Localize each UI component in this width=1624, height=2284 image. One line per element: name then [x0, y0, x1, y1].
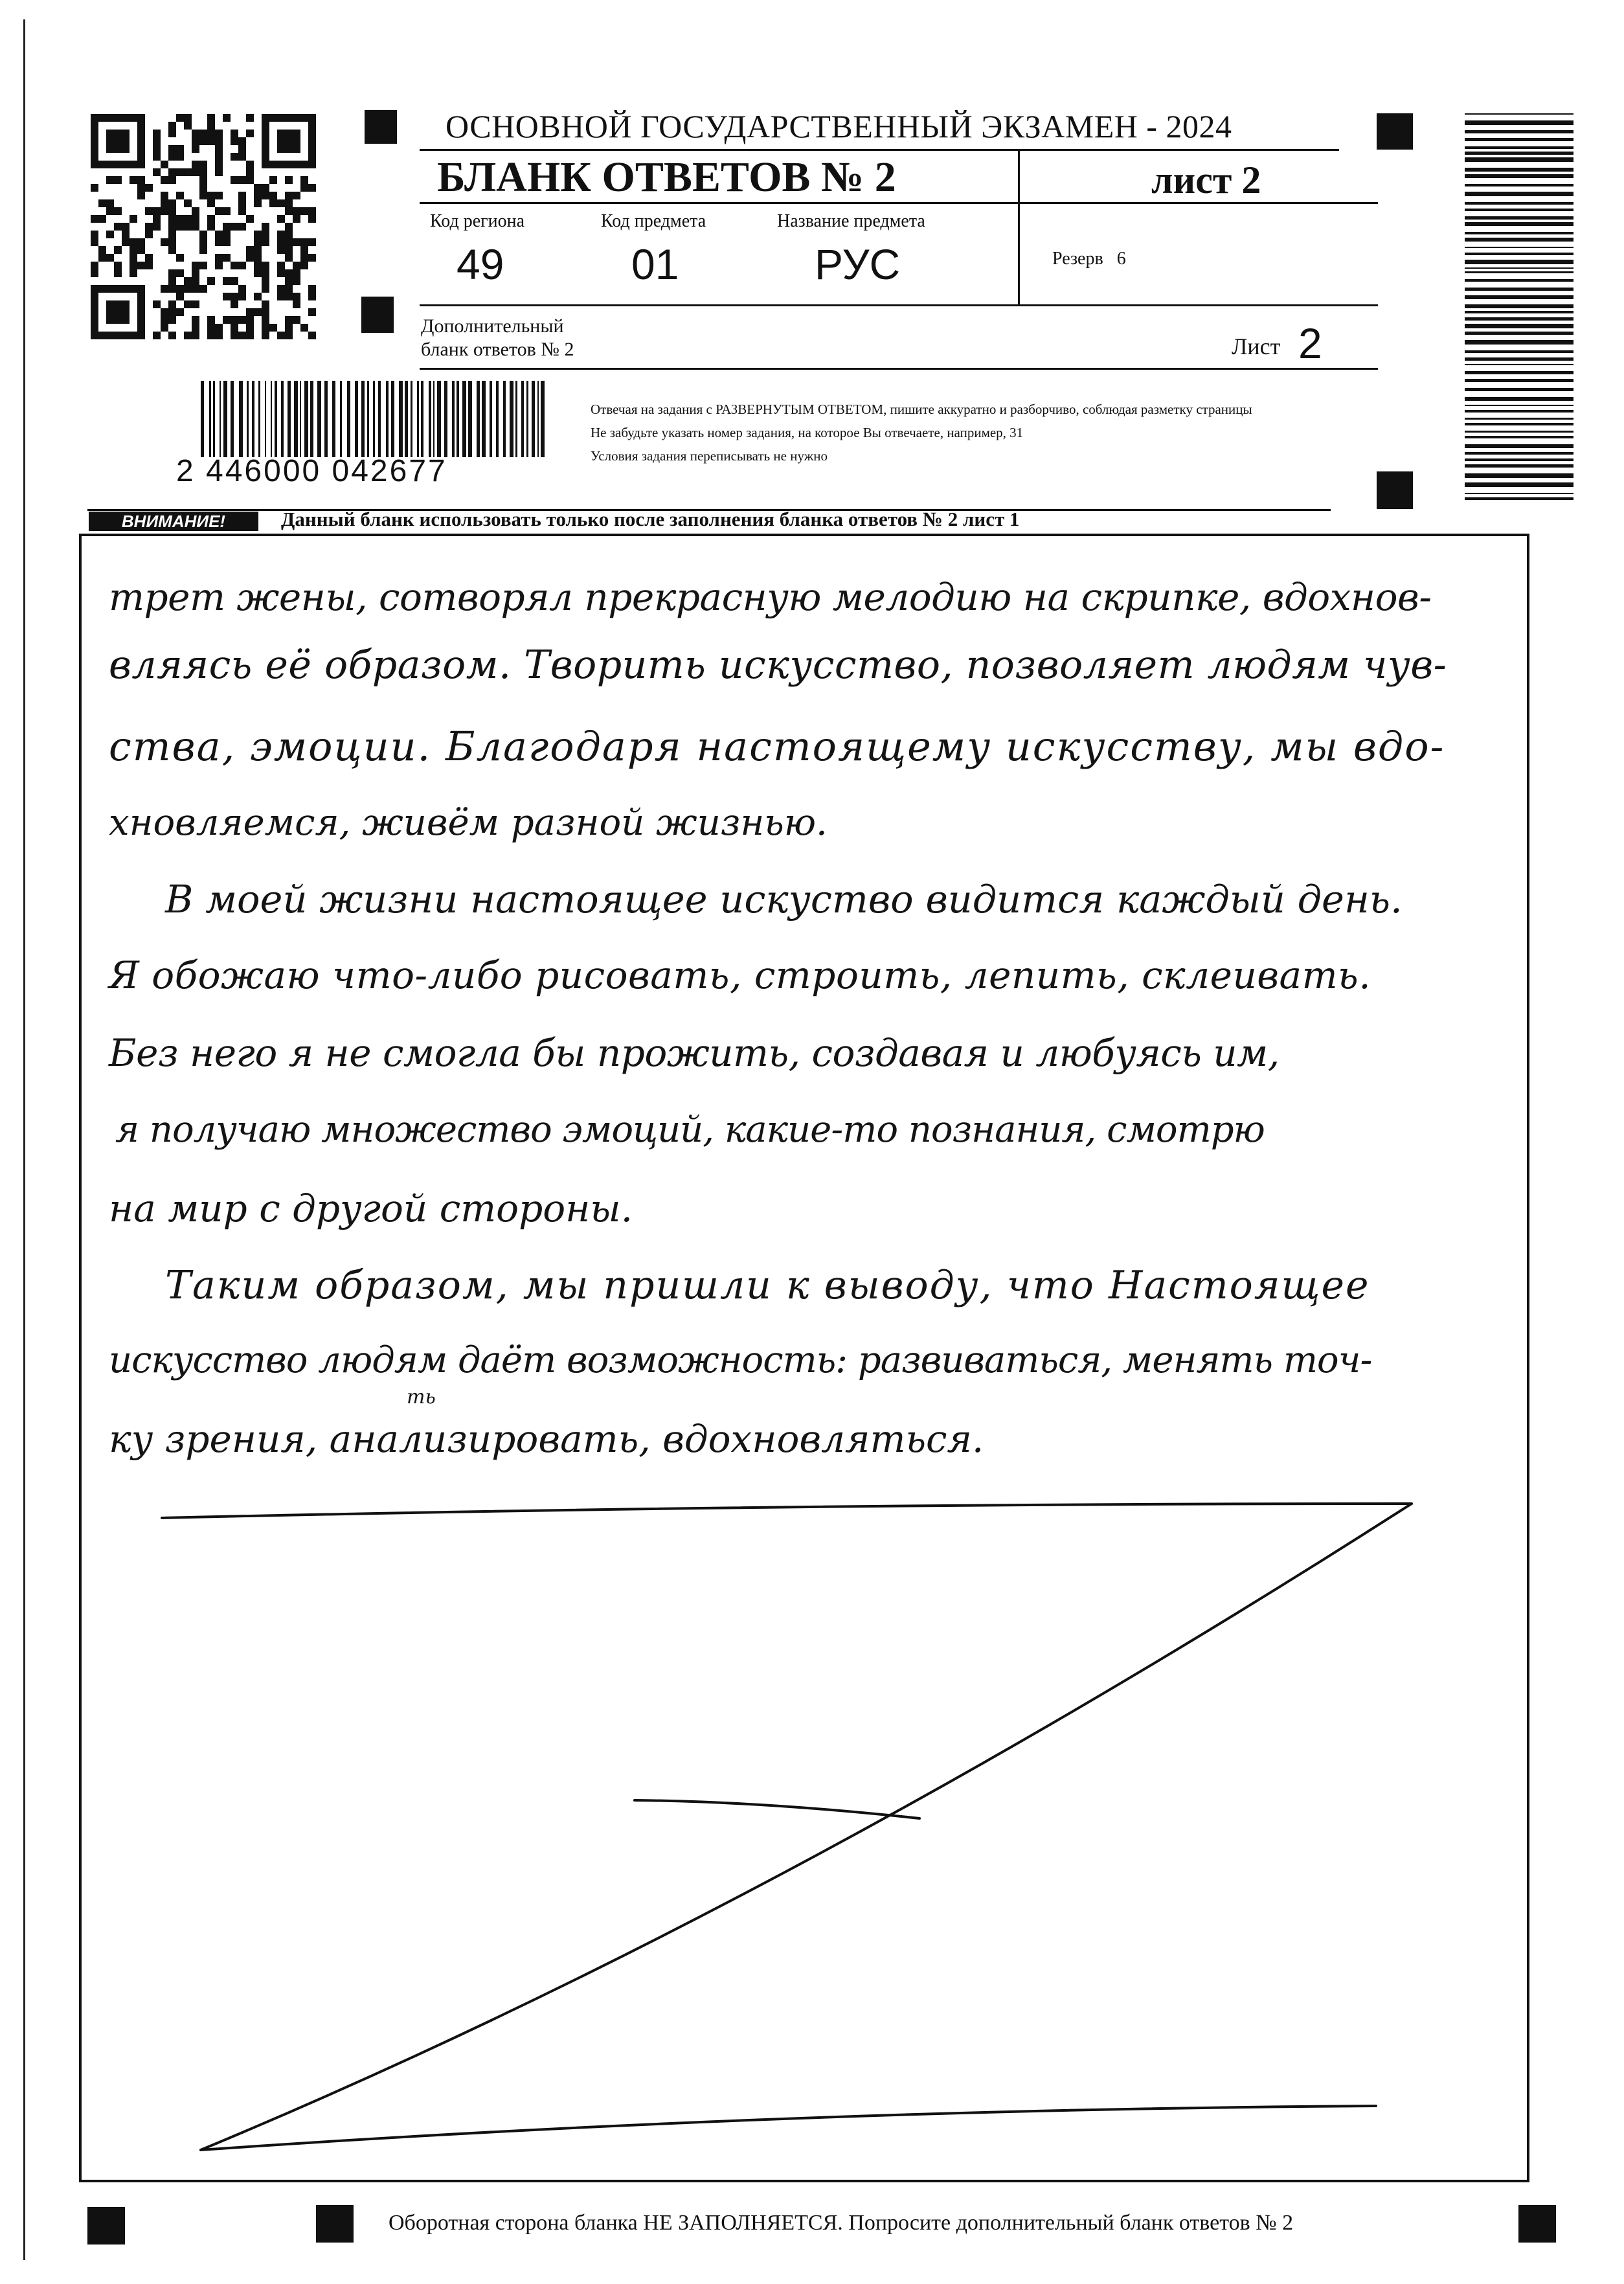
list-label: Лист — [1232, 334, 1281, 359]
answer-line: Я обожаю что-либо рисовать, строить, лепить, склеивать. — [109, 953, 1371, 997]
answer-line: ку зрения, анализировать, вдохновляться. — [109, 1417, 984, 1461]
additional-form-line1: Дополнительный — [421, 315, 564, 337]
exam-title: ОСНОВНОЙ ГОСУДАРСТВЕННЫЙ ЭКЗАМЕН - 2024 — [445, 108, 1232, 144]
list-number: 2 — [1298, 319, 1322, 367]
footer-marker-middle — [316, 2205, 354, 2243]
footer-text: Оборотная сторона бланка НЕ ЗАПОЛНЯЕТСЯ. Попросите дополнительный бланк ответов № 2 — [389, 2211, 1294, 2235]
form-title: БЛАНК ОТВЕТОВ № 2 — [437, 153, 896, 201]
footer-marker-left — [87, 2207, 125, 2244]
answer-line: на мир с другой стороны. — [109, 1186, 633, 1230]
region-code-value: 49 — [457, 240, 504, 288]
additional-form-line2: бланк ответов № 2 — [421, 339, 574, 360]
answer-line: трет жены, сотворял прекрасную мелодию на скрипке, вдохнов- — [109, 575, 1432, 619]
answer-line: искусство людям даёт возможность: развиваться, менять точ- — [109, 1339, 1372, 1381]
answer-correction: ть — [407, 1386, 436, 1408]
warning-badge: ВНИМАНИЕ! — [89, 512, 258, 531]
subject-name-value: РУС — [815, 240, 901, 288]
answer-line: ства, эмоции. Благодаря настоящему искусству, мы вдо- — [109, 723, 1445, 770]
answer-line: В моей жизни настоящее искуство видится каждый день. — [165, 877, 1403, 922]
answer-line: Без него я не смогла бы прожить, создавая и любуясь им, — [109, 1031, 1280, 1075]
region-code-label: Код региона — [430, 211, 525, 231]
answer-line: Таким образом, мы пришли к выводу, что Настоящее — [165, 1263, 1370, 1308]
instruction-line-3: Условия задания переписывать не нужно — [591, 448, 828, 464]
answer-line: вляясь её образом. Творить искусство, позволяет людям чув- — [109, 642, 1447, 688]
barcode-number: 2 446000 042677 — [176, 454, 447, 488]
reserve-value: 6 — [1116, 249, 1126, 269]
subject-code-label: Код предмета — [601, 211, 706, 231]
subject-code-value: 01 — [631, 240, 679, 288]
instruction-line-2: Не забудьте указать номер задания, на которое Вы отвечаете, например, 31 — [591, 425, 1024, 440]
sheet-label: лист 2 — [1151, 159, 1261, 201]
instruction-line-1: Отвечая на задания с РАЗВЕРНУТЫМ ОТВЕТОМ, пишите аккуратно и разборчиво, соблюдая разметку страницы — [591, 401, 1252, 417]
subject-name-label: Название предмета — [777, 211, 925, 231]
footer-marker-right — [1518, 2205, 1556, 2243]
answer-line: хновляемся, живём разной жизнью. — [109, 802, 828, 844]
reserve-label-text: Резерв — [1052, 249, 1103, 269]
warning-text: Данный бланк использовать только после заполнения бланка ответов № 2 лист 1 — [281, 508, 1020, 530]
answer-line: я получаю множество эмоций, какие-то познания, смотрю — [115, 1109, 1265, 1151]
